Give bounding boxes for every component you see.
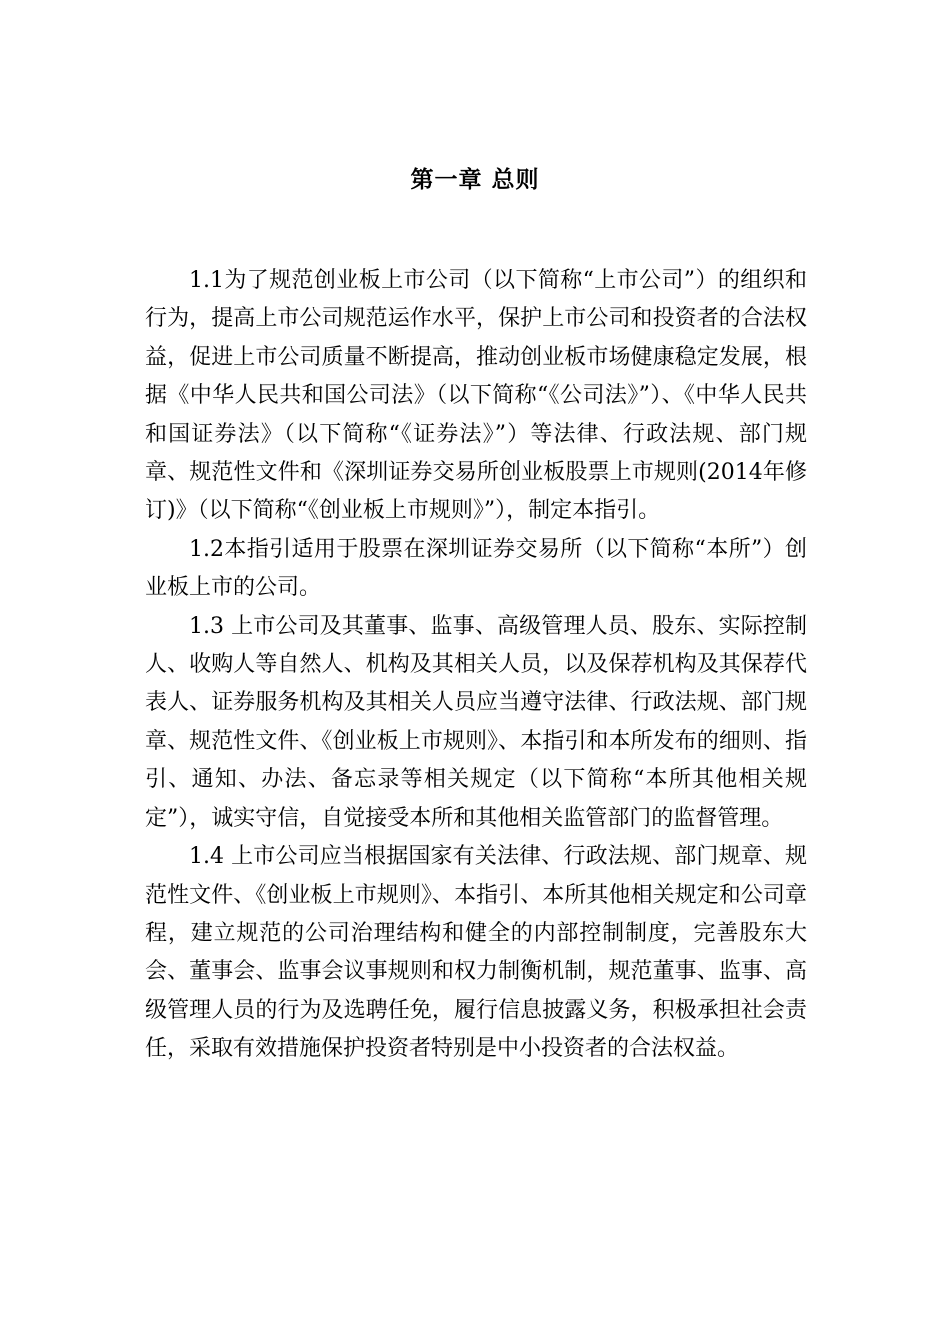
paragraph-1-1: 1.1为了规范创业板上市公司（以下简称“上市公司”）的组织和行为，提高上市公司规范运作水平，保护上市公司和投资者的合法权益，促进上市公司质量不断提高，推动创业板市场健康稳定发展，根据《中华人民共和国公司法》（以下简称“《公司法》”）、《中华人民共和国证券法》（以下简称“《证券法》”）等法律、行政法规、部门规章、规范性文件和《深圳证券交易所创业板股票上市规则(2014年修订)》（以下简称“《创业板上市规则》”），制定本指引。 bbox=[145, 268, 807, 524]
paragraph-1-2: 1.2本指引适用于股票在深圳证券交易所（以下简称“本所”）创业板上市的公司。 bbox=[145, 536, 807, 601]
paragraph-1-4: 1.4 上市公司应当根据国家有关法律、行政法规、部门规章、规范性文件、《创业板上市规则》、本指引、本所其他相关规定和公司章程，建立规范的公司治理结构和健全的内部控制制度，完善股东大会、董事会、监事会议事规则和权力制衡机制，规范董事、监事、高级管理人员的行为及选聘任免，履行信息披露义务，积极承担社会责任，采取有效措施保护投资者特别是中小投资者的合法权益。 bbox=[145, 844, 807, 1062]
document-body bbox=[145, 262, 807, 1069]
paragraph-1-3: 1.3 上市公司及其董事、监事、高级管理人员、股东、实际控制人、收购人等自然人、机构及其相关人员，以及保荐机构及其保荐代表人、证券服务机构及其相关人员应当遵守法律、行政法规、部门规章、规范性文件、《创业板上市规则》、本指引和本所发布的细则、指引、通知、办法、备忘录等相关规定（以下简称“本所其他相关规定”），诚实守信，自觉接受本所和其他相关监管部门的监督管理。 bbox=[145, 613, 807, 831]
chapter-title: 第一章 总则 bbox=[410, 167, 540, 193]
